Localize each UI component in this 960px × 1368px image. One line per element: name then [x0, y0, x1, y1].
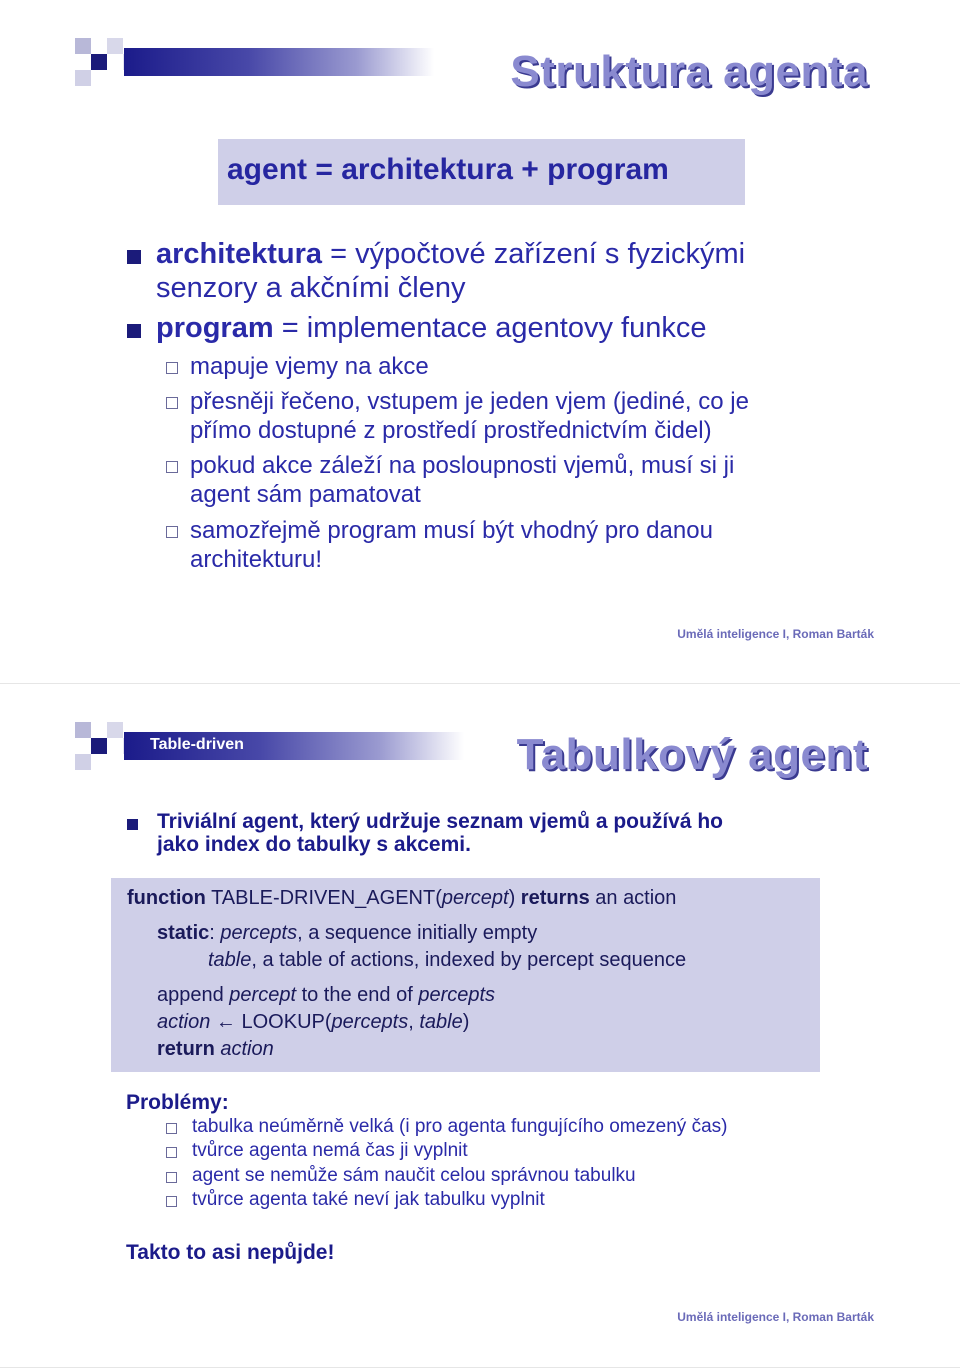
square-bullet-icon: [127, 250, 141, 264]
sub-item-text-cont: přímo dostupné z prostředí prostřednictvím čidel): [190, 417, 712, 444]
kw-function: function: [127, 887, 206, 909]
code-var: action: [214, 1038, 274, 1060]
code-line-append: [157, 984, 495, 1007]
code-var: action: [157, 1011, 211, 1033]
hollow-square-bullet-icon: [166, 1172, 177, 1183]
code-text: TABLE-DRIVEN_AGENT(: [205, 887, 442, 909]
code-text: append: [157, 984, 230, 1006]
conclusion: Takto to asi nepůjde!: [126, 1241, 335, 1264]
bullet-trivialni-agent: [157, 810, 723, 856]
slide-tabulkovy-agent: [0, 684, 960, 1368]
code-var: percepts: [331, 1011, 409, 1033]
sub-item-text: pokud akce záleží na posloupnosti vjemů, musí si ji: [190, 452, 735, 479]
term-architektura: architektura: [156, 238, 323, 270]
slide-title: Tabulkový agent: [516, 730, 868, 779]
bullet-program: [156, 311, 706, 345]
code-text: to the end of: [296, 984, 419, 1006]
code-var: table: [208, 949, 252, 971]
bullet-text: Triviální agent, který udržuje seznam vjemů a používá ho: [157, 810, 723, 833]
code-var: percept: [441, 887, 509, 909]
problems-label: Problémy:: [126, 1091, 229, 1114]
footer: Umělá inteligence I, Roman Barták: [677, 627, 874, 641]
code-var: percept: [229, 984, 297, 1006]
square-bullet-icon: [127, 819, 138, 830]
sub-item: [190, 387, 749, 445]
definition-text: agent = architektura + program: [227, 153, 669, 186]
code-var: percepts: [220, 922, 298, 944]
code-text: an action: [589, 887, 677, 909]
hollow-square-bullet-icon: [166, 362, 178, 374]
bullet-text-cont: senzory a akčními členy: [156, 272, 466, 304]
code-text: :: [209, 922, 221, 944]
sub-item-text: mapuje vjemy na akce: [190, 353, 429, 380]
bullet-text: = implementace agentovy funkce: [273, 312, 707, 344]
hollow-square-bullet-icon: [166, 1147, 177, 1158]
problem-item: tabulka neúměrně velká (i pro agenta fungujícího omezený čas): [192, 1116, 728, 1137]
problem-item: tvůrce agenta nemá čas ji vyplnit: [192, 1140, 468, 1161]
code-line-table: [208, 949, 686, 972]
code-var: table: [419, 1011, 463, 1033]
code-var: percepts: [418, 984, 496, 1006]
sub-item-text: přesněji řečeno, vstupem je jeden vjem (jediné, co je: [190, 388, 749, 415]
problem-item: agent se nemůže sám naučit celou správnou tabulku: [192, 1165, 636, 1186]
definition-box: [218, 139, 745, 205]
sub-item: [190, 352, 429, 381]
code-text: ): [508, 887, 521, 909]
sub-item: [190, 451, 734, 509]
sub-item-text-cont: architekturu!: [190, 546, 323, 573]
sub-item-text: samozřejmě program musí být vhodný pro danou: [190, 517, 713, 544]
hollow-square-bullet-icon: [166, 461, 178, 473]
header-band: [124, 48, 434, 76]
left-arrow-icon: ←: [210, 1011, 242, 1033]
code-text: ): [462, 1011, 470, 1033]
hollow-square-bullet-icon: [166, 526, 178, 538]
hollow-square-bullet-icon: [166, 397, 178, 409]
kw-return: return: [157, 1038, 215, 1060]
bullet-architektura: [156, 237, 745, 305]
code-text: LOOKUP(: [241, 1011, 332, 1033]
code-line-function: [127, 887, 676, 910]
kw-returns: returns: [520, 887, 590, 909]
code-line-return: [157, 1038, 274, 1061]
code-text: ,: [408, 1011, 420, 1033]
sub-item: [190, 516, 713, 574]
code-line-lookup: [157, 1011, 469, 1034]
kw-static: static: [157, 922, 210, 944]
problem-item: tvůrce agenta také neví jak tabulku vyplnit: [192, 1189, 545, 1210]
code-line-static: [157, 922, 537, 945]
bullet-text-cont: jako index do tabulky s akcemi.: [157, 833, 471, 856]
slide-title: Struktura agenta: [510, 47, 868, 96]
square-bullet-icon: [127, 324, 141, 338]
bullet-text: = výpočtové zařízení s fyzickými: [322, 238, 746, 270]
code-text: , a sequence initially empty: [297, 922, 538, 944]
sub-item-text-cont: agent sám pamatovat: [190, 481, 421, 508]
hollow-square-bullet-icon: [166, 1196, 177, 1207]
slide-subtitle: Table-driven: [150, 736, 244, 753]
code-text: , a table of actions, indexed by percept sequence: [251, 949, 687, 971]
term-program: program: [156, 312, 274, 344]
hollow-square-bullet-icon: [166, 1123, 177, 1134]
footer: Umělá inteligence I, Roman Barták: [677, 1310, 874, 1324]
